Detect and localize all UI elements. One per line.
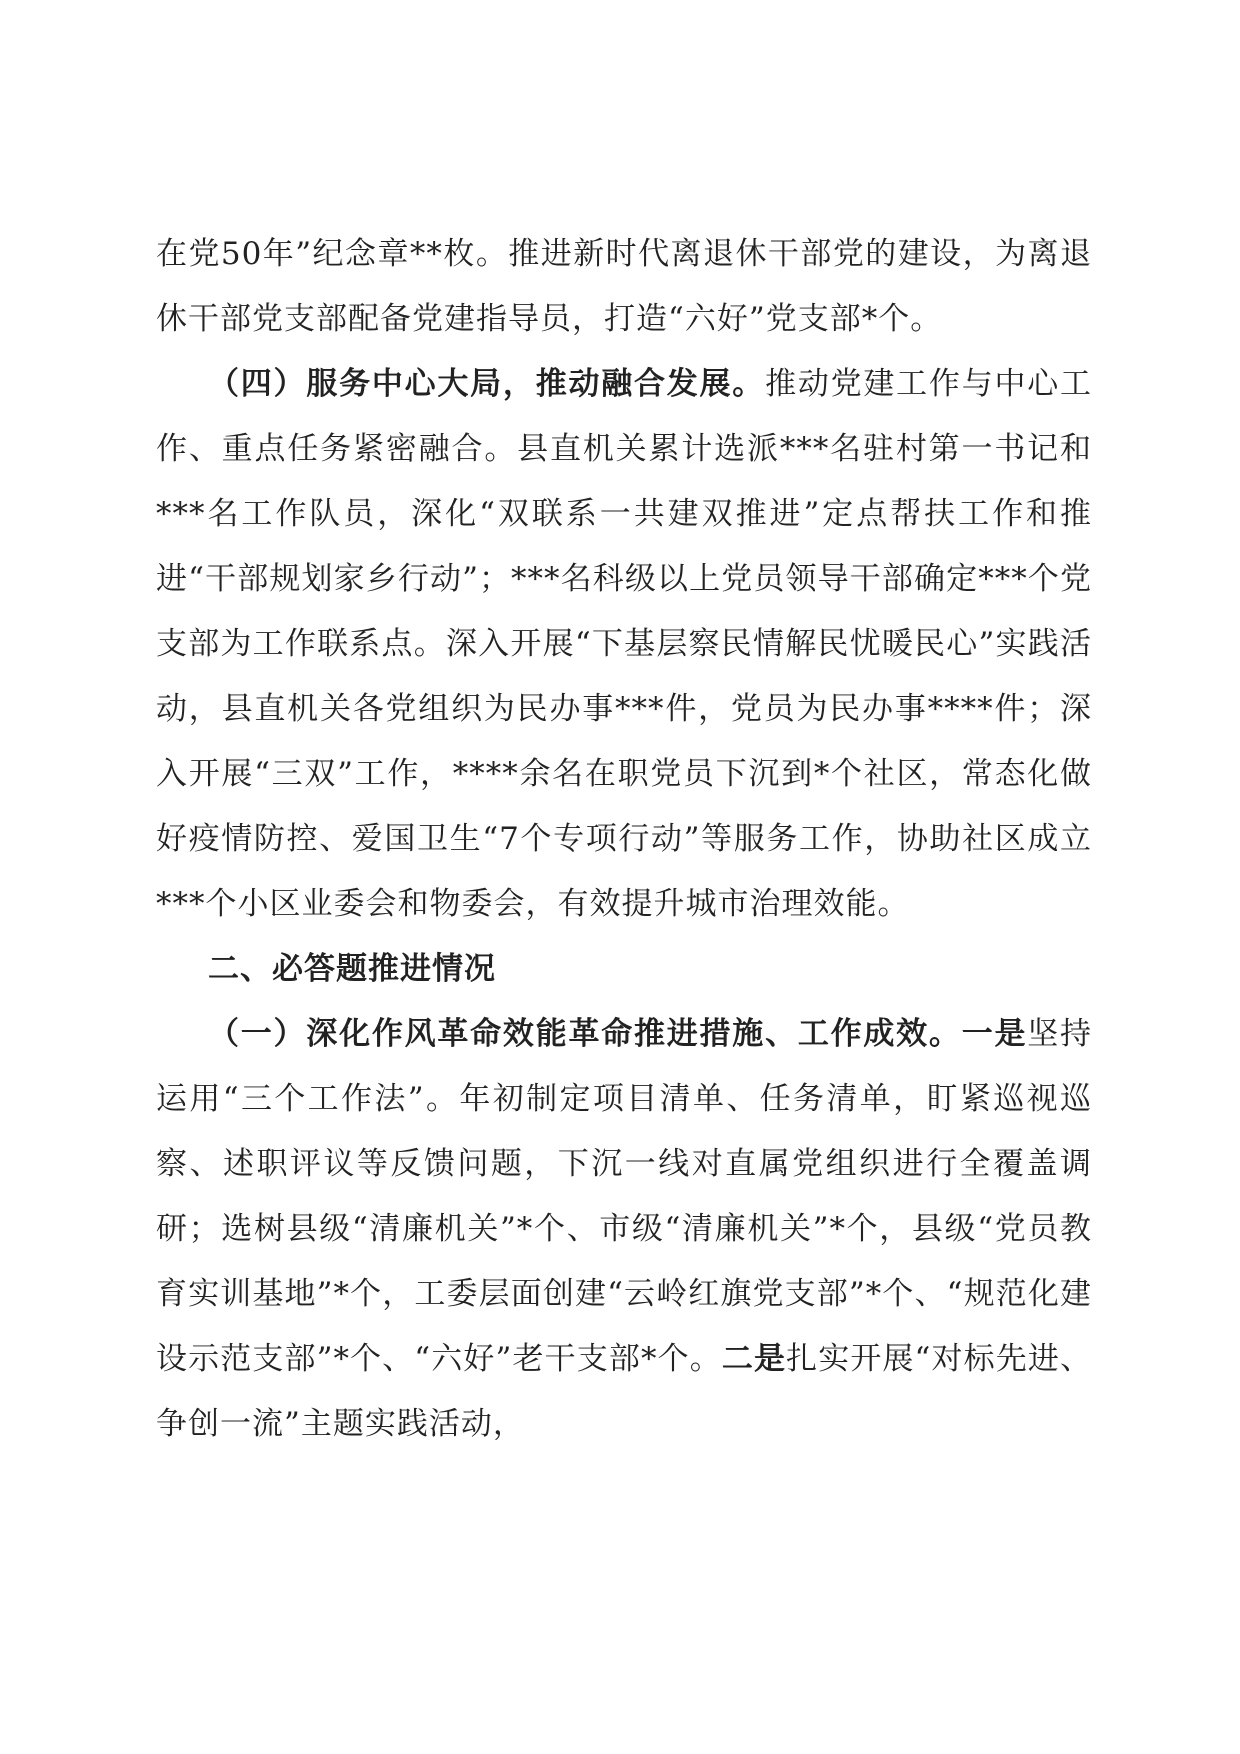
paragraph-3-body-1: 坚持运用“三个工作法”。年初制定项目清单、任务清单，盯紧巡视巡察、述职评议等反馈问题，下沉一线对直属党组织进行全覆盖调研；选树县级“清廉机关”*个、市级“清廉机关”*个，县级“党员教育实训基地”*个，工委层面创建“云岭红旗党支部”*个、“规范化建设示范支部”*个、“六好”老干支部*个。 <box>156 1016 1093 1377</box>
section-2-title: 二、必答题推进情况 <box>208 951 496 987</box>
paragraph-2-heading: （四）服务中心大局，推动融合发展。 <box>208 366 766 402</box>
paragraph-2 <box>156 352 1092 937</box>
paragraph-1-text: 在党50年”纪念章**枚。推进新时代离退休干部党的建设，为离退休干部党支部配备党建指导员，打造“六好”党支部*个。 <box>156 236 1092 337</box>
paragraph-3 <box>156 1002 1092 1457</box>
paragraph-1 <box>156 222 1092 352</box>
paragraph-3-lead-1: 一是 <box>961 1016 1028 1052</box>
document-page <box>156 222 1092 1457</box>
paragraph-3-heading: （一）深化作风革命效能革命推进措施、工作成效。 <box>208 1016 962 1052</box>
paragraph-3-lead-2: 二是 <box>721 1341 787 1377</box>
paragraph-3-body-2: 扎实开展“对标先进、争创一流”主题实践活动， <box>156 1341 1093 1442</box>
paragraph-2-body: 推动党建工作与中心工作、重点任务紧密融合。县直机关累计选派***名驻村第一书记和***名工作队员，深化“双联系一共建双推进”定点帮扶工作和推进“干部规划家乡行动”；***名科级以上党员领导干部确定***个党支部为工作联系点。深入开展“下基层察民情解民忧暖民心”实践活动，县直机关各党组织为民办事***件，党员为民办事****件；深入开展“三双”工作，****余名在职党员下沉到*个社区，常态化做好疫情防控、爱国卫生“7个专项行动”等服务工作，协助社区成立***个小区业委会和物委会，有效提升城市治理效能。 <box>156 366 1093 922</box>
